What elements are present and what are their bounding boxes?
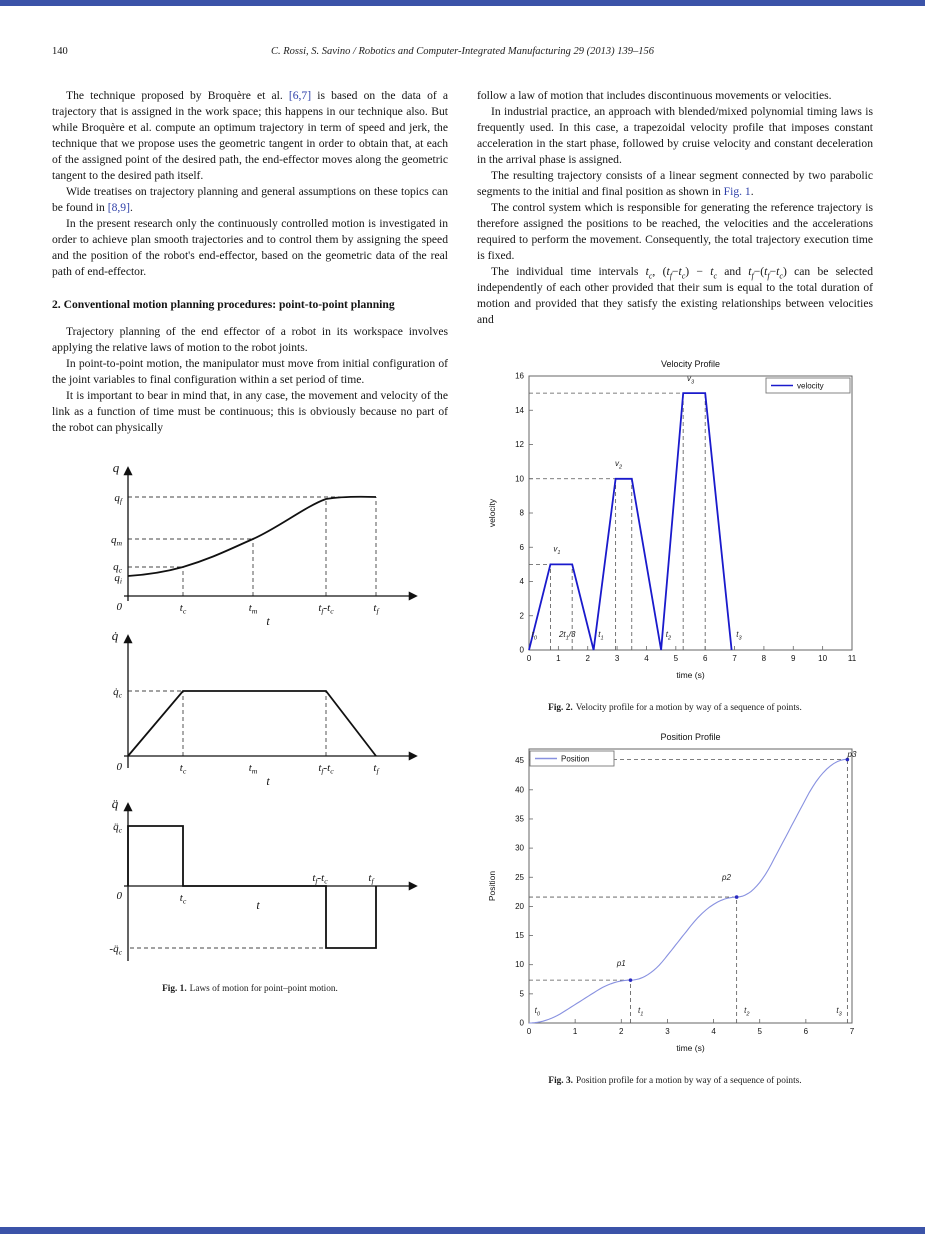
svg-text:35: 35: [514, 814, 524, 824]
svg-text:Position: Position: [560, 754, 589, 764]
svg-text:6: 6: [519, 542, 524, 552]
section-heading: 2. Conventional motion planning procedures: point-to-point planning: [52, 298, 395, 311]
svg-text:1: 1: [572, 1027, 577, 1036]
subscript: f: [767, 271, 770, 281]
svg-text:p1: p1: [616, 958, 626, 968]
svg-text:t1: $t_1$: [637, 1006, 643, 1018]
svg-text:tf: $t_f$: [372, 761, 379, 775]
svg-text:14: 14: [514, 405, 524, 415]
svg-text:3: 3: [664, 1027, 670, 1036]
svg-text:qm: $q_m$: [110, 533, 122, 547]
laws-of-motion-diagram: [78, 456, 423, 971]
svg-text:8: 8: [761, 654, 766, 663]
subscript: f: [751, 271, 754, 281]
figure-2-caption: [477, 703, 873, 713]
svg-text:tf: $t_f$: [372, 601, 379, 615]
svg-text:q: q: [112, 459, 119, 475]
svg-text:5: 5: [519, 989, 524, 999]
svg-text:tf-tc: $t_f-t_c$: [317, 601, 334, 615]
paragraph: Wide treatises on trajectory planning and general assumptions on these topics can be found in [8,9].: [52, 185, 448, 214]
svg-text:t2: $t_2$: [665, 630, 671, 642]
svg-text:9: 9: [790, 654, 795, 663]
figure-1-reference-link[interactable]: Fig. 1: [723, 185, 751, 198]
svg-text:0: 0: [116, 760, 122, 773]
svg-text:2: 2: [618, 1027, 624, 1036]
svg-text:25: 25: [514, 872, 524, 882]
figure-caption-label: Fig. 2.: [548, 703, 573, 713]
svg-text:0: 0: [116, 889, 122, 902]
svg-text:q̇: q̇: [111, 627, 118, 643]
svg-text:Position: Position: [486, 870, 497, 902]
svg-text:p2: p2: [721, 873, 731, 883]
svg-text:30: 30: [514, 843, 524, 853]
subscript: c: [681, 271, 686, 281]
math-variable: t: [645, 265, 649, 278]
svg-text:q̈: q̈: [111, 795, 118, 811]
top-accent-bar: [0, 0, 925, 6]
figure-caption-text: Position profile for a motion by way of a sequence of points.: [575, 1076, 802, 1086]
svg-text:12: 12: [514, 440, 524, 449]
svg-text:tm: $t_m$: [248, 601, 257, 615]
svg-text:40: 40: [514, 785, 524, 795]
math-variable: t: [678, 265, 682, 278]
figure-caption-text: Velocity profile for a motion by way of a sequence of points.: [575, 703, 802, 713]
svg-text:velocity: velocity: [796, 381, 824, 391]
math-variable: t: [710, 265, 714, 278]
page-number: 140: [52, 46, 68, 57]
svg-text:0: 0: [519, 645, 524, 655]
math-variable: t: [776, 265, 780, 278]
svg-text:0: 0: [519, 1018, 524, 1028]
subscript: c: [648, 271, 653, 281]
paragraph: The resulting trajectory consists of a linear segment connected by two parabolic segments to the initial and final position as shown in Fig. 1.: [477, 169, 873, 198]
svg-text:4: 4: [710, 1027, 716, 1036]
svg-text:3: 3: [614, 654, 619, 663]
left-column: [52, 88, 448, 1086]
figure-caption-text: Laws of motion for point–point motion.: [189, 983, 338, 994]
svg-text:q̇c: $q̇_c$: [112, 685, 122, 699]
svg-text:tf-tc: $t_f-t_c$: [317, 761, 334, 775]
svg-text:0: 0: [116, 600, 122, 613]
figure-1-caption: [52, 984, 448, 994]
svg-text:10: 10: [817, 654, 827, 663]
svg-text:t3: $t_3$: [735, 630, 742, 642]
subscript: c: [779, 271, 783, 281]
svg-text:4: 4: [643, 654, 649, 663]
math-variable: t: [748, 265, 752, 278]
svg-text:2t1/3: $2t_1/3$: [558, 630, 575, 642]
svg-text:v3: $v_3$: [686, 374, 694, 386]
svg-text:15: 15: [514, 931, 524, 941]
svg-text:2: 2: [519, 611, 524, 621]
svg-text:-q̈c: $-q̈_c$: [108, 942, 122, 956]
position-profile-chart: [483, 723, 868, 1063]
svg-text:time (s): time (s): [675, 670, 705, 680]
svg-text:t0: $t_0$: [531, 630, 537, 642]
svg-text:7: 7: [731, 654, 737, 663]
svg-text:q̈c: $q̈_c$: [112, 820, 122, 834]
svg-text:6: 6: [803, 1027, 808, 1036]
paragraph: In point-to-point motion, the manipulator must move from initial configuration of the joint variables to final configuration within a set period of time.: [52, 356, 448, 386]
svg-text:1: 1: [555, 654, 561, 663]
svg-text:45: 45: [514, 756, 524, 766]
paragraph: In industrial practice, an approach with blended/mixed polynomial timing laws is frequently used. In this case, a trapezoidal velocity profile that imposes constant acceleration in the start phase, followed by cruise velocity and constant deceleration in the arrival phase is assigned.: [477, 105, 873, 166]
svg-text:t3: $t_3$: [835, 1006, 842, 1018]
two-column-layout: [0, 88, 925, 1086]
svg-text:tc: $t_c$: [179, 891, 186, 905]
subscript: f: [669, 271, 672, 281]
paragraph: The individual time intervals $t_c$, $(t_f-t_c) - t_c$ and $t_f-(t_f-t_c)$ can be selected independently of each other provided that their sum is equal to the total duration of motion and provided that they satisfy the existing relationships between velocities and: [477, 265, 873, 326]
paragraph: follow a law of motion that includes discontinuous movements or velocities.: [477, 89, 832, 102]
bottom-accent-bar: [0, 1227, 925, 1234]
citation-link-6-7[interactable]: [6,7]: [288, 89, 312, 102]
figure-1: [52, 456, 448, 994]
paragraph: In the present research only the continuously controlled motion is investigated in order to achieve plan smooth trajectories and to control them by assigning the speed and the position of the robot's end-effector, based on the geometric data of the real path of end-effector.: [52, 217, 448, 278]
figure-3-caption: [477, 1076, 873, 1086]
right-column: [477, 88, 873, 1086]
velocity-profile-chart: [483, 350, 868, 690]
svg-text:t2: $t_2$: [743, 1006, 749, 1018]
svg-text:qc: $q_c$: [112, 560, 122, 574]
svg-text:qi: $q_i$: [113, 571, 122, 585]
citation-link-8-9[interactable]: [8,9]: [107, 201, 130, 214]
svg-text:2: 2: [585, 654, 590, 663]
svg-text:5: 5: [673, 654, 678, 663]
figure-caption-label: Fig. 3.: [548, 1076, 573, 1086]
svg-text:v2: $v_2$: [614, 458, 622, 471]
svg-text:5: 5: [756, 1027, 762, 1036]
svg-text:20: 20: [514, 901, 524, 911]
svg-text:7: 7: [849, 1027, 854, 1036]
svg-text:t1: $t_1$: [597, 630, 604, 642]
svg-text:0: 0: [526, 1027, 531, 1036]
svg-text:p3: p3: [847, 750, 856, 760]
svg-text:6: 6: [702, 654, 707, 663]
svg-text:Position Profile: Position Profile: [659, 732, 721, 742]
paragraph: Trajectory planning of the end effector of a robot in its workspace involves applying the relative laws of motion to the robot joints.: [52, 324, 448, 354]
svg-text:10: 10: [514, 474, 524, 484]
svg-text:tc: $t_c$: [179, 761, 186, 775]
svg-text:t: t: [255, 897, 260, 912]
figure-caption-label: Fig. 1.: [162, 983, 187, 994]
svg-text:qf: $q_f$: [113, 491, 122, 505]
svg-text:time (s): time (s): [675, 1043, 705, 1053]
svg-text:11: 11: [847, 654, 856, 663]
svg-text:16: 16: [514, 371, 524, 381]
svg-text:t0: $t_0$: [534, 1006, 540, 1018]
svg-text:4: 4: [519, 577, 524, 586]
svg-text:10: 10: [514, 960, 524, 970]
paragraph: The control system which is responsible for generating the reference trajectory is therefore assigned the positions to be reached, the velocities and the accelerations required to perform the movement. Consequently, the total trajectory execution time is fixed.: [477, 201, 873, 262]
svg-text:tf: $t_f$: [367, 871, 374, 885]
svg-text:Velocity Profile: Velocity Profile: [660, 359, 720, 369]
svg-text:0: 0: [526, 654, 531, 663]
figure-2: [477, 350, 873, 713]
svg-text:velocity: velocity: [486, 498, 497, 528]
paragraph: The technique proposed by Broquère et al. [6,7] is based on the data of a trajectory that is assigned in the work space; this happens in our technique also. But while Broquère et al. compute an optimum trajectory in term of speed and jerk, the technique that we propose uses the geometric tangent in order to obtain that, at each of the assigned point of the desired path, the end-effector moves along the geometric tangent to the desired path itself.: [52, 89, 449, 182]
svg-text:tc: $t_c$: [179, 601, 186, 615]
svg-text:tf-tc: $t_f-t_c$: [311, 871, 328, 885]
math-variable: t: [666, 265, 670, 278]
figure-3: [477, 723, 873, 1086]
paragraph: It is important to bear in mind that, in any case, the movement and velocity of the link as a function of time must be continuous; this is obviously because no part of the robot can physically: [52, 388, 448, 434]
running-head: C. Rossi, S. Savino / Robotics and Computer-Integrated Manufacturing 29 (2013) 139–156: [270, 46, 654, 57]
svg-text:t: t: [265, 773, 270, 788]
svg-text:tm: $t_m$: [248, 761, 257, 775]
svg-text:8: 8: [519, 508, 524, 518]
math-variable: t: [764, 265, 768, 278]
page-header: [0, 46, 925, 62]
svg-text:v1: $v_1$: [552, 544, 560, 557]
subscript: c: [713, 271, 717, 281]
svg-text:t: t: [265, 613, 270, 628]
